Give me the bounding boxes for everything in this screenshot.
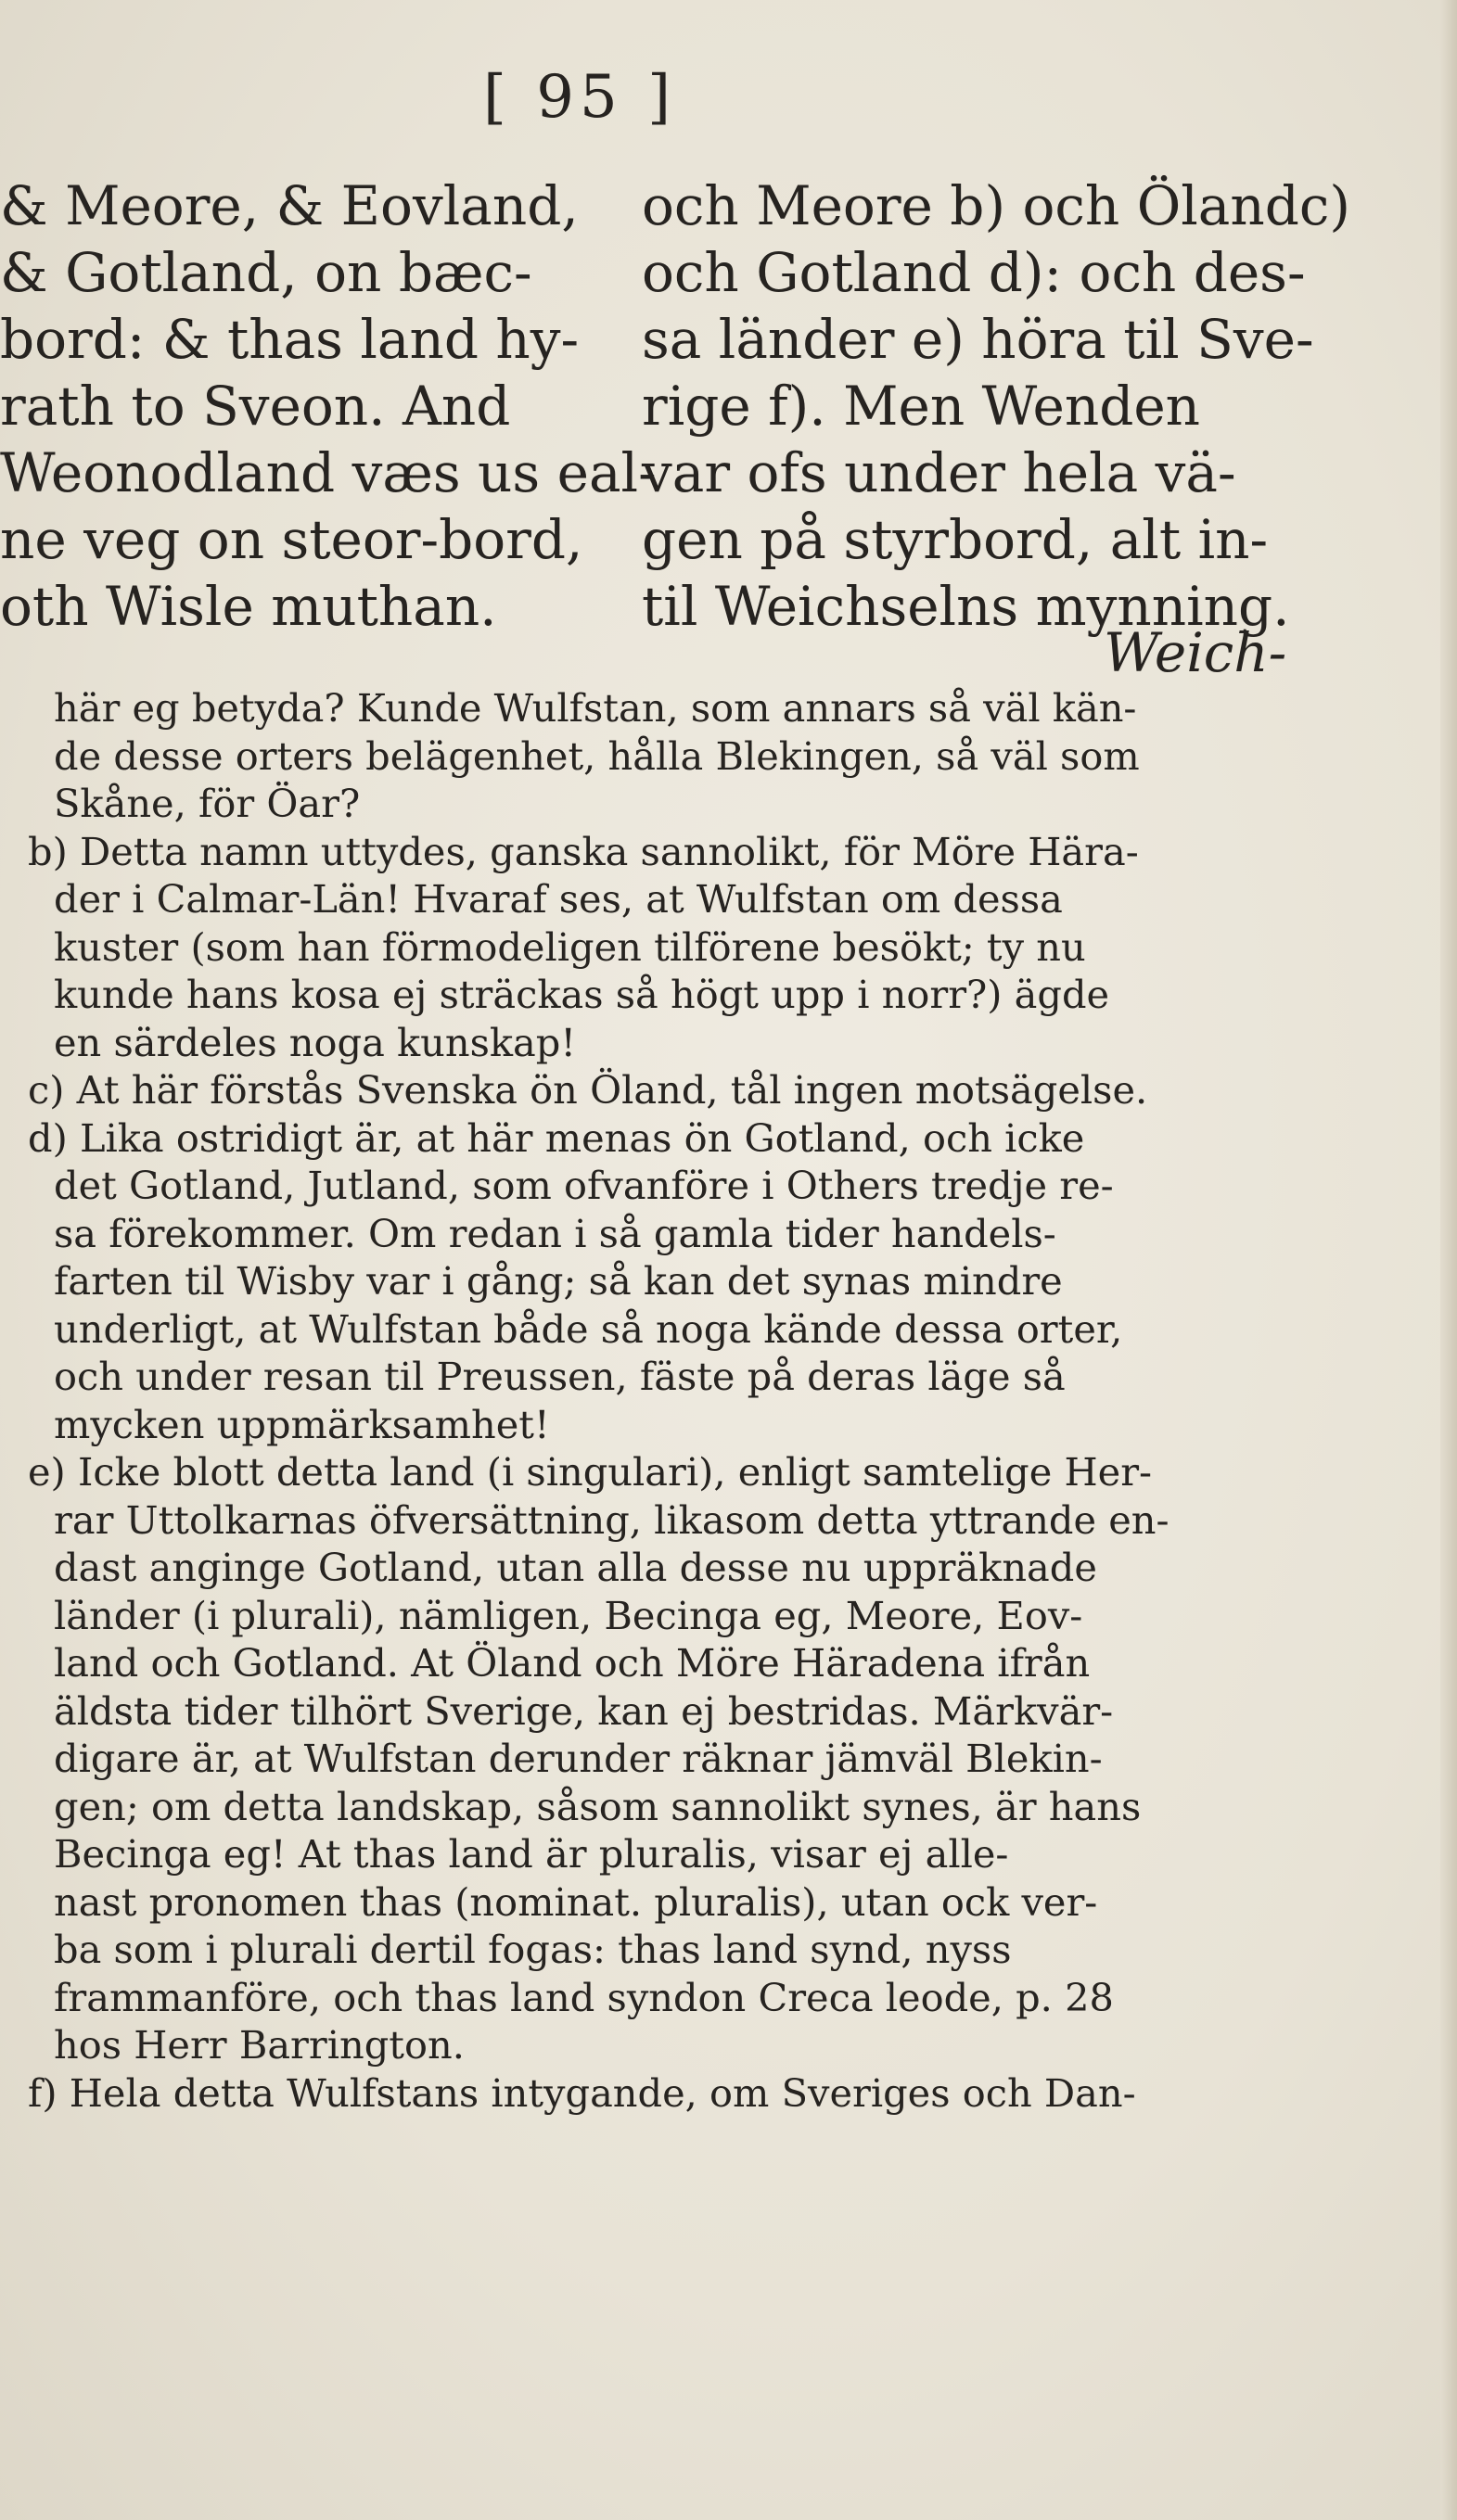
right-line: rige f). Men Wenden (642, 375, 1201, 438)
footnote-line: e) Icke blott detta land (i singulari), enligt samtelige Her- (28, 1449, 1153, 1495)
footnote-line: b) Detta namn uttydes, ganska sannolikt, för Möre Hära- (28, 828, 1139, 874)
footnote-line: rar Uttolkarnas öfversättning, likasom detta yttrande en- (54, 1496, 1169, 1543)
footnote-line: länder (i plurali), nämligen, Becinga eg, Meore, Eov- (54, 1592, 1083, 1638)
footnote-line: Becinga eg! At thas land är pluralis, visar ej alle- (54, 1831, 1009, 1877)
right-line: sa länder e) höra til Sve- (642, 308, 1314, 371)
footnote-line: det Gotland, Jutland, som ofvanföre i Others tredje re- (54, 1163, 1114, 1208)
left-column-text (0, 172, 657, 640)
left-line: oth Wisle muthan. (0, 575, 497, 638)
footnote-line: dast anginge Gotland, utan alla desse nu uppräknade (54, 1545, 1097, 1590)
left-line: bord: & thas land hy- (0, 308, 580, 371)
footnotes (28, 684, 1275, 2117)
left-line: ne veg on steor-bord, (0, 508, 583, 571)
left-line: & Meore, & Eovland, (0, 174, 579, 237)
footnote-line: c) At här förstås Svenska ön Öland, tål ingen motsägelse. (28, 1067, 1148, 1113)
right-line: och Gotland d): och des- (642, 241, 1306, 304)
left-line: rath to Sveon. And (0, 375, 511, 438)
footnote-line: underligt, at Wulfstan både så noga kände dessa orter, (54, 1305, 1123, 1352)
footnote-line: mycken uppmärksamhet! (54, 1401, 550, 1447)
footnote-line: en särdeles noga kunskap! (54, 1019, 577, 1065)
footnote-line: kunde hans kosa ej sträckas så högt upp i norr?) ägde (54, 972, 1110, 1017)
footnote-line: kuster (som han förmodeligen tilförene besökt; ty nu (54, 923, 1086, 970)
footnote-line: farten til Wisby var i gång; så kan det synas mindre (54, 1258, 1063, 1304)
footnote-line: Skåne, för Öar? (54, 781, 361, 826)
footnote-line: der i Calmar-Län! Hvaraf ses, at Wulfstan om dessa (54, 876, 1063, 922)
left-line: & Gotland, on bæc- (0, 241, 532, 304)
footnote-line: och under resan til Preussen, fäste på deras läge så (54, 1354, 1066, 1399)
catchword: Weich- (1104, 621, 1287, 684)
footnote-line: land och Gotland. At Öland och Möre Häradena ifrån (54, 1640, 1091, 1686)
right-line: var ofs under hela vä- (642, 441, 1236, 504)
left-line: Weonodland væs us eal- (0, 441, 657, 504)
footnote-line: f) Hela detta Wulfstans intygande, om Sveriges och Dan- (28, 2069, 1136, 2116)
footnote-line: sa förekommer. Om redan i så gamla tider handels- (54, 1210, 1056, 1256)
footnote-line: digare är, at Wulfstan derunder räknar jämväl Blekin- (54, 1736, 1103, 1781)
footnote-line: här eg betyda? Kunde Wulfstan, som annars så väl kän- (54, 685, 1137, 731)
footnote-line: frammanföre, och thas land syndon Creca leode, p. 28 (54, 1974, 1114, 2020)
right-line: gen på styrbord, alt in- (642, 508, 1269, 571)
footnote-line: hos Herr Barrington. (54, 2022, 465, 2068)
right-line: och Meore b) och Ölandc) (642, 174, 1350, 237)
page-number: [ 95 ] (482, 63, 677, 132)
footnote-line: gen; om detta landskap, såsom sannolikt synes, är hans (54, 1783, 1142, 1829)
footnote-line: ba som i plurali dertil fogas: thas land synd, nyss (54, 1927, 1012, 1972)
footnote-line: nast pronomen thas (nominat. pluralis), utan ock ver- (54, 1878, 1098, 1925)
footnote-line: d) Lika ostridigt är, at här menas ön Gotland, och icke (28, 1114, 1085, 1161)
right-column-text (642, 172, 1350, 640)
right-line: til Weichselns mynning. (642, 575, 1290, 638)
footnote-line: äldsta tider tilhört Sverige, kan ej bestridas. Märkvär- (54, 1687, 1114, 1734)
page-edge (1440, 0, 1457, 2520)
footnote-line: de desse orters belägenhet, hålla Blekingen, så väl som (54, 732, 1140, 779)
